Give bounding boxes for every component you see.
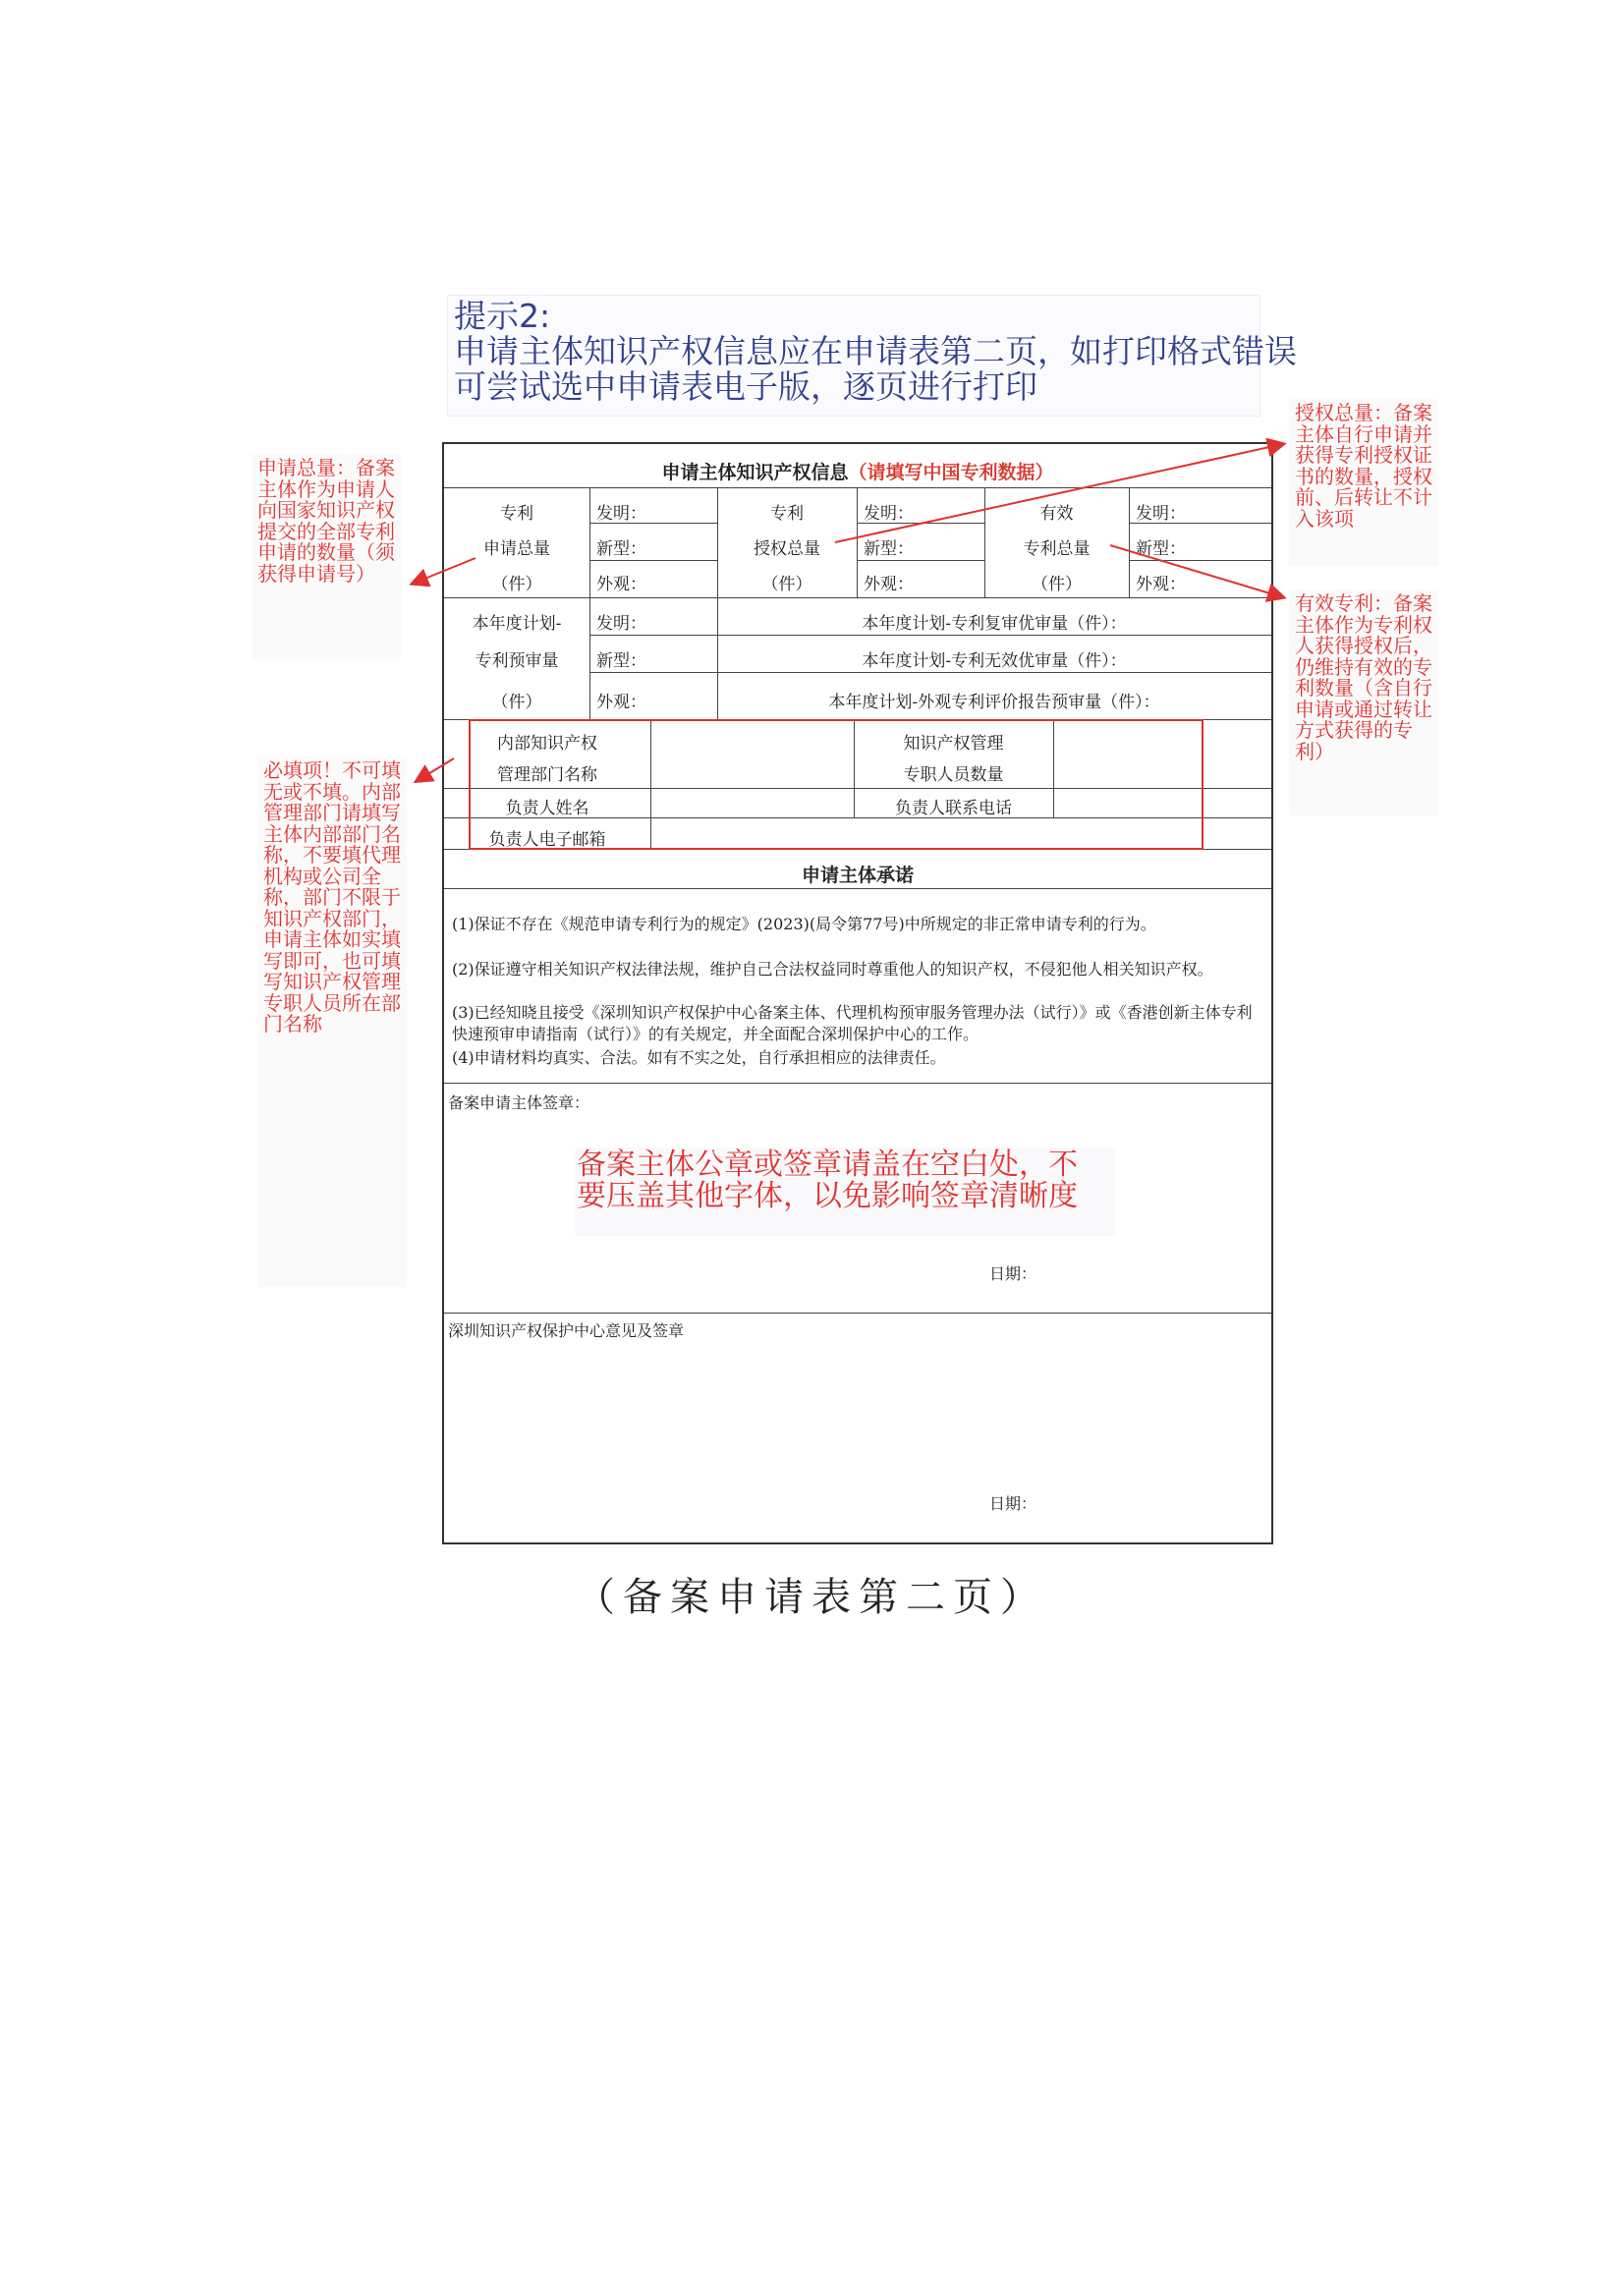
plan-invalid[interactable]: 本年度计划-专利无效优审量（件）： [862, 651, 1127, 671]
plan-review[interactable]: 本年度计划-专利复审优审量（件）： [862, 614, 1127, 634]
plan-l3: （件） [491, 693, 542, 712]
hint-line-1: 提示2: [454, 297, 551, 335]
page-caption: （备案申请表第二页） [576, 1575, 1047, 1620]
seal-note-l2: 要压盖其他字体，以免影响签章清晰度 [577, 1179, 1078, 1213]
valid-total-l3: （件） [1032, 575, 1082, 594]
note-valid-patents: 有效专利：备案主体作为专利权人获得授权后，仍维持有效的专利数量（含自行申请或通过转让方式获得的专利） [1289, 589, 1438, 815]
apply-invent[interactable]: 发明： [596, 504, 646, 524]
note-apply-total: 申请总量：备案主体作为申请人向国家知识产权提交的全部专利申请的数量（须获得申请号） [252, 454, 401, 660]
apply-total-l3: （件） [491, 575, 542, 594]
leader-email-label: 负责人电子邮箱 [488, 830, 606, 850]
plan-l2: 专利预审量 [475, 651, 559, 671]
grant-total-l3: （件） [761, 575, 812, 594]
note-required-dept: 必填项！不可填无或不填。内部管理部门请填写主体内部部门名称，不要填代理机构或公司全称，部门不限于知识产权部门，申请主体如实填写即可，也可填写知识产权管理专职人员所在部门名称 [257, 756, 407, 1287]
hint-line-3: 可尝试选中申请表电子版，逐页进行打印 [454, 367, 1037, 406]
plan-utility[interactable]: 新型： [596, 651, 646, 671]
staff-label-l1: 知识产权管理 [903, 734, 1004, 754]
promise-1: (1)保证不存在《规范申请专利行为的规定》(2023)(局令第77号)中所规定的非正常申请专利的行为。 [452, 915, 1156, 933]
promise-title: 申请主体承诺 [801, 865, 914, 886]
plan-l1: 本年度计划- [472, 614, 562, 634]
sign-date[interactable]: 日期： [989, 1264, 1037, 1283]
grant-total-l2: 授权总量 [754, 539, 820, 559]
arrow-valid [1110, 545, 1283, 597]
leader-name-label: 负责人姓名 [505, 799, 589, 818]
form-title-red: （请填写中国专利数据） [848, 462, 1054, 483]
arrow-required [417, 758, 454, 781]
grant-design[interactable]: 外观： [864, 575, 914, 594]
plan-invent[interactable]: 发明： [596, 614, 646, 634]
apply-total-l1: 专利 [500, 504, 533, 524]
apply-design[interactable]: 外观： [596, 575, 646, 594]
grant-invent[interactable]: 发明： [864, 504, 914, 524]
apply-utility[interactable]: 新型： [596, 539, 646, 559]
staff-label-l2: 专职人员数量 [903, 765, 1004, 785]
seal-note-l1: 备案主体公章或签章请盖在空白处，不 [577, 1148, 1078, 1182]
dept-label-l1: 内部知识产权 [497, 734, 597, 754]
form-title-text: 申请主体知识产权信息 [661, 462, 849, 483]
apply-total-l2: 申请总量 [483, 539, 550, 559]
grant-utility[interactable]: 新型： [864, 539, 914, 559]
plan-eval[interactable]: 本年度计划-外观专利评价报告预审量（件）： [828, 693, 1160, 712]
center-date[interactable]: 日期： [989, 1494, 1037, 1513]
promise-3: (3)已经知晓且接受《深圳知识产权保护中心备案主体、代理机构预审服务管理办法（试行）》或《香港创新主体专利快速预审申请指南（试行）》的有关规定，并全面配合深圳保护中心的工作。 [452, 1003, 1253, 1043]
hint-line-2: 申请主体知识产权信息应在申请表第二页，如打印格式错误 [454, 332, 1297, 370]
grant-total-l1: 专利 [770, 504, 804, 524]
center-label: 深圳知识产权保护中心意见及签章 [448, 1321, 685, 1340]
plan-design[interactable]: 外观： [596, 693, 646, 712]
valid-utility[interactable]: 新型： [1136, 539, 1186, 559]
leader-phone-label: 负责人联系电话 [895, 799, 1012, 818]
valid-total-l1: 有效 [1039, 504, 1074, 524]
valid-total-l2: 专利总量 [1023, 539, 1091, 559]
note-granted-total: 授权总量：备案主体自行申请并获得专利授权证书的数量，授权前、后转让不计入该项 [1289, 399, 1438, 566]
valid-invent[interactable]: 发明： [1136, 504, 1186, 524]
sign-label: 备案申请主体签章： [448, 1093, 590, 1112]
arrow-granted [835, 444, 1283, 542]
arrow-apply-total [413, 558, 476, 584]
dept-label-l2: 管理部门名称 [497, 765, 597, 785]
promise-2: (2)保证遵守相关知识产权法律法规，维护自己合法权益同时尊重他人的知识产权，不侵犯他人相关知识产权。 [452, 960, 1213, 979]
valid-design[interactable]: 外观： [1136, 575, 1186, 594]
promise-4: (4)申请材料均真实、合法。如有不实之处，自行承担相应的法律责任。 [452, 1048, 946, 1067]
